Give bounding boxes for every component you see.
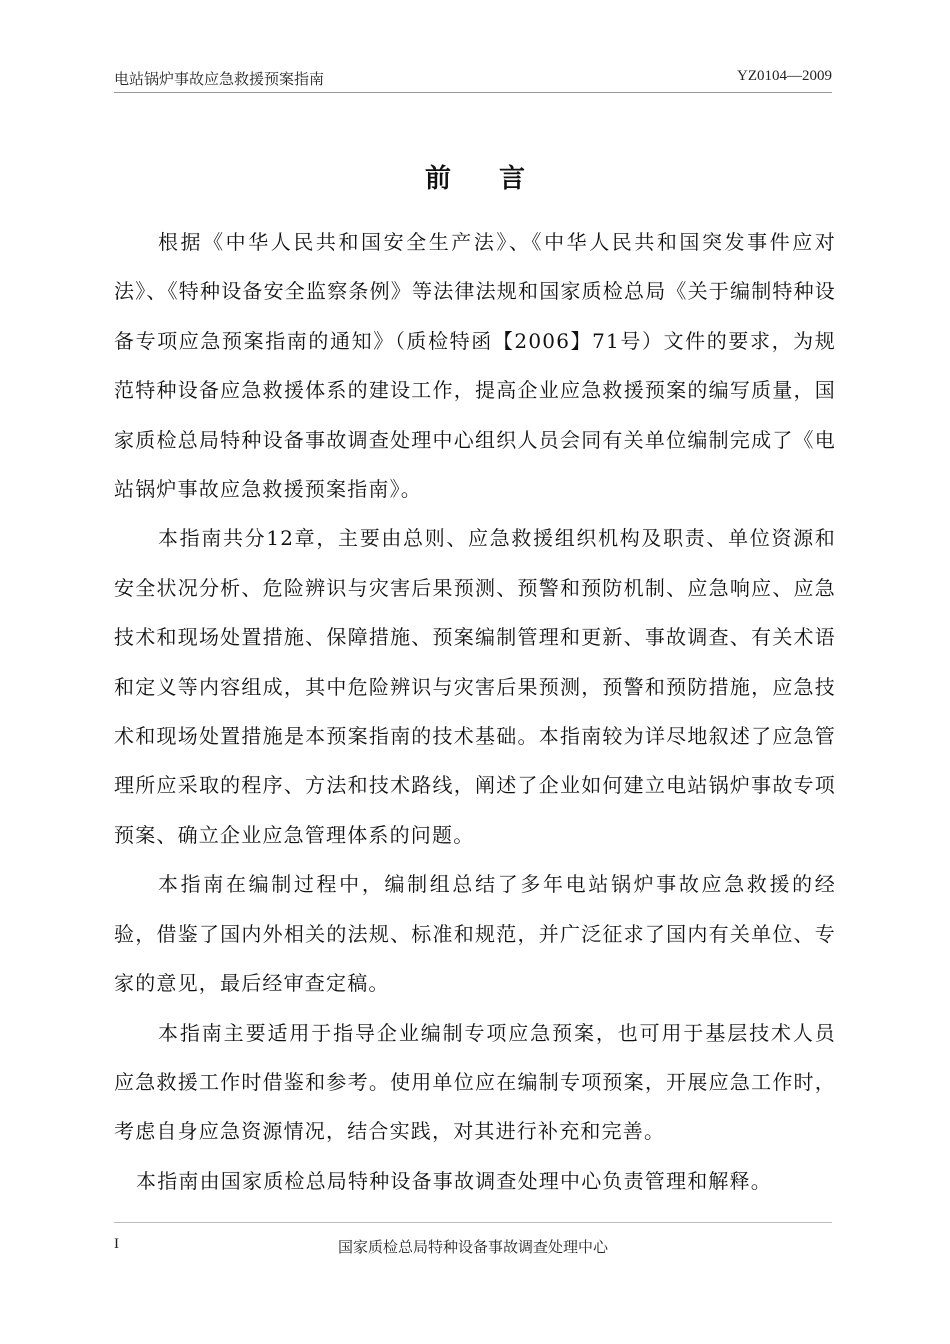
- header-document-code: YZ0104—2009: [737, 68, 832, 84]
- paragraph-1: 根据《中华人民共和国安全生产法》、《中华人民共和国突发事件应对法》、《特种设备安全监察条例》等法律法规和国家质检总局《关于编制特种设备专项应急预案指南的通知》（质检特函【2006】71号）文件的要求，为规范特种设备应急救援体系的建设工作，提高企业应急救援预案的编写质量，国家质检总局特种设备事故调查处理中心组织人员会同有关单位编制完成了《电站锅炉事故应急救援预案指南》。: [114, 230, 836, 502]
- footer-organization: 国家质检总局特种设备事故调查处理中心: [337, 1238, 608, 1256]
- header-document-title: 电站锅炉事故应急救援预案指南: [114, 70, 325, 88]
- page-number: I: [114, 1236, 119, 1252]
- paragraph-3: 本指南在编制过程中，编制组总结了多年电站锅炉事故应急救援的经验，借鉴了国内外相关的法规、标准和规范，并广泛征求了国内有关单位、专家的意见，最后经审查定稿。: [114, 872, 836, 996]
- header-divider: [114, 92, 832, 93]
- page-header: [114, 68, 832, 90]
- paragraph-4: 本指南主要适用于指导企业编制专项应急预案，也可用于基层技术人员应急救援工作时借鉴和参考。使用单位应在编制专项预案，开展应急工作时，考虑自身应急资源情况，结合实践，对其进行补充和完善。: [114, 1020, 836, 1144]
- footer-divider: [114, 1222, 832, 1223]
- paragraph-5: 本指南由国家质检总局特种设备事故调查处理中心负责管理和解释。: [136, 1168, 772, 1193]
- section-title: 前言: [424, 164, 573, 194]
- paragraph-2: 本指南共分12章，主要由总则、应急救援组织机构及职责、单位资源和安全状况分析、危险辨识与灾害后果预测、预警和预防机制、应急响应、应急技术和现场处置措施、保障措施、预案编制管理和更新、事故调查、有关术语和定义等内容组成，其中危险辨识与灾害后果预测，预警和预防措施，应急技术和现场处置措施是本预案指南的技术基础。本指南较为详尽地叙述了应急管理所应采取的程序、方法和技术路线，阐述了企业如何建立电站锅炉事故专项预案、确立企业应急管理体系的问题。: [114, 526, 836, 847]
- preface-body: [114, 218, 836, 1206]
